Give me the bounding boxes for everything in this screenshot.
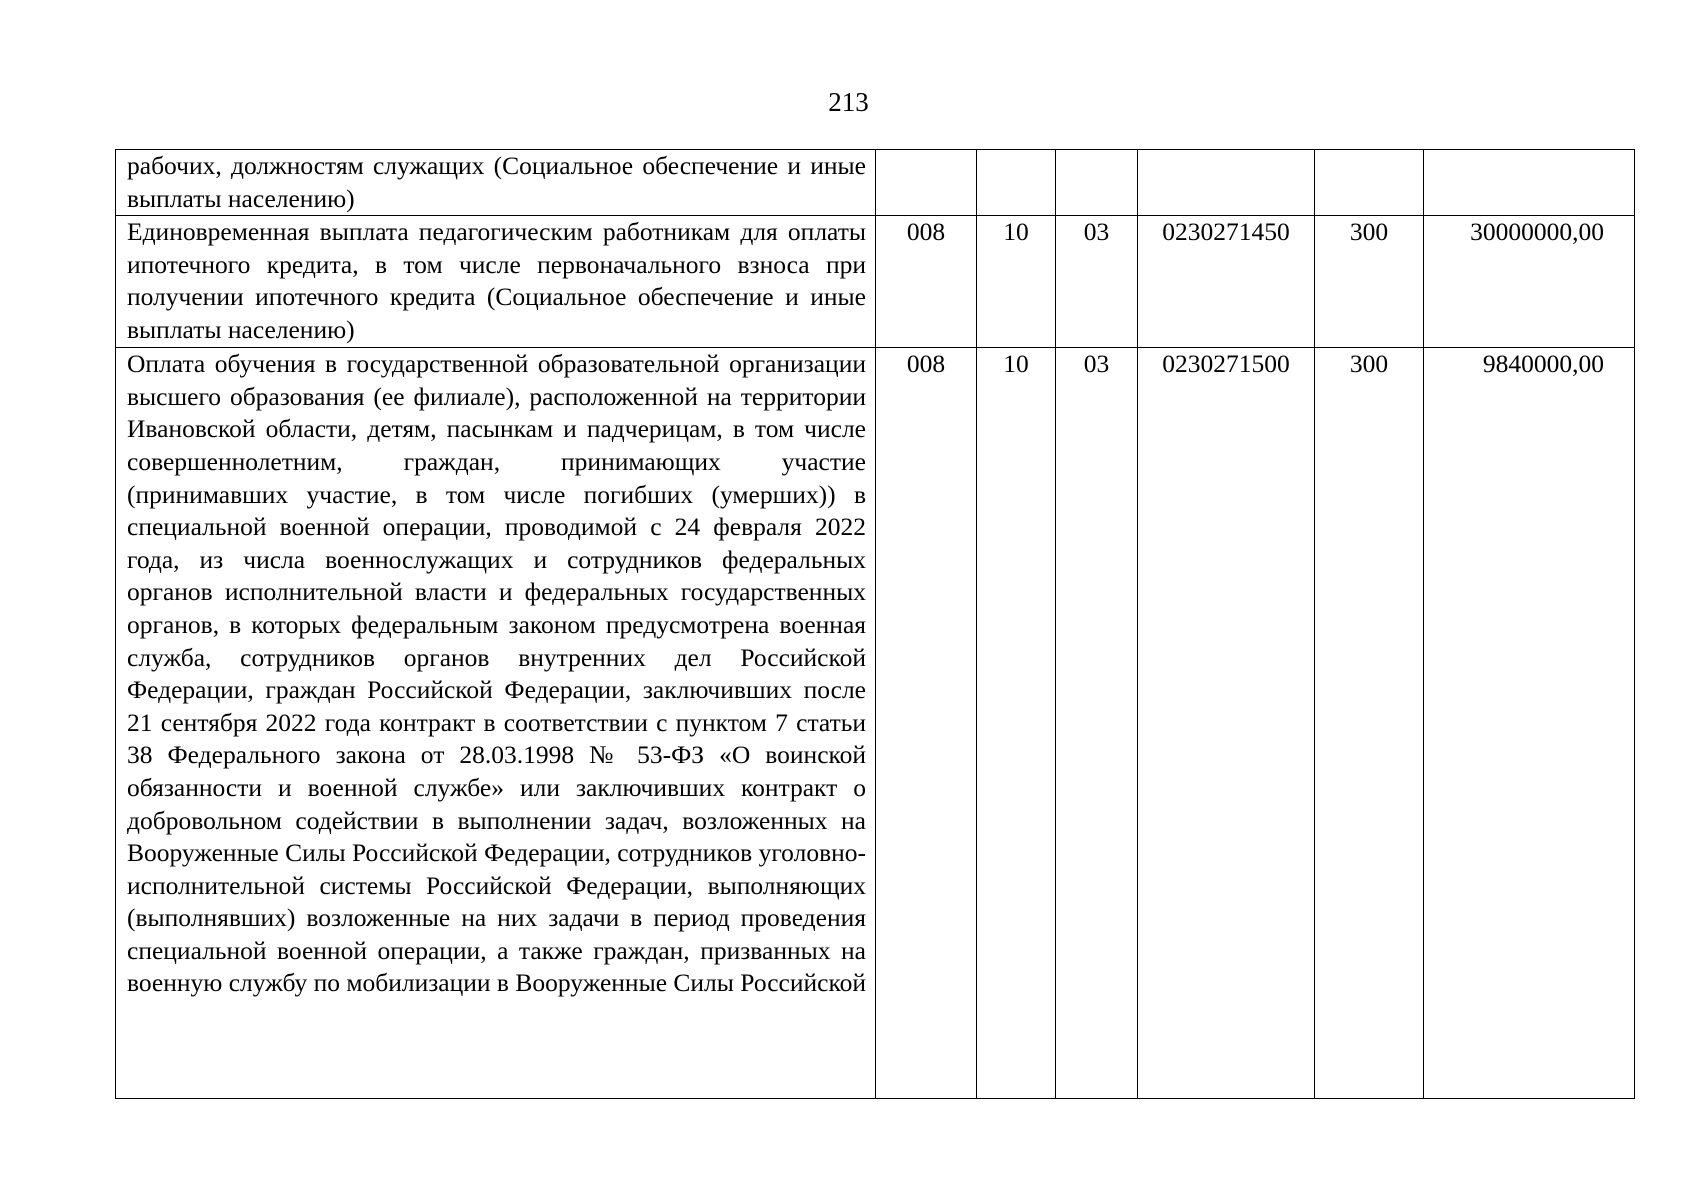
target-article-cell — [1138, 150, 1315, 216]
table-row — [116, 150, 1635, 216]
table-row — [116, 348, 1635, 1099]
expense-type-cell — [1315, 150, 1424, 216]
amount-cell — [1424, 150, 1635, 216]
expense-type-cell: 300 — [1315, 216, 1424, 348]
subsection-code-cell: 03 — [1056, 348, 1138, 1099]
target-article-cell: 0230271450 — [1138, 216, 1315, 348]
ministry-code-cell: 008 — [876, 348, 977, 1099]
section-code-cell — [977, 150, 1056, 216]
ministry-code-cell — [876, 150, 977, 216]
expense-type-cell: 300 — [1315, 348, 1424, 1099]
target-article-cell: 0230271500 — [1138, 348, 1315, 1099]
ministry-code-cell: 008 — [876, 216, 977, 348]
section-code-cell: 10 — [977, 216, 1056, 348]
subsection-code-cell — [1056, 150, 1138, 216]
table-row — [116, 216, 1635, 348]
row-description: рабочих, должностям служащих (Социальное обеспечение и иные выплаты населению) — [116, 150, 876, 216]
section-code-cell: 10 — [977, 348, 1056, 1099]
amount-cell: 9840000,00 — [1424, 348, 1635, 1099]
amount-cell: 30000000,00 — [1424, 216, 1635, 348]
page-number: 213 — [828, 87, 869, 117]
row-description: Оплата обучения в государственной образовательной организации высшего образования (ее филиале), расположенной на территории Ивановской области, детям, пасынкам и падчерицам, в том числе совершеннолетним, граждан, принимающих участие (принимавших участие, в том числе погибших (умерших)) в специальной военной операции, проводимой с 24 февраля 2022 года, из числа военнослужащих и сотрудников федеральных органов исполнительной власти и федеральных государственных органов, в которых федеральным законом предусмотрена военная служба, сотрудников органов внутренних дел Российской Федерации, граждан Российской Федерации, заключивших после 21 сентября 2022 года контракт в соответствии с пунктом 7 статьи 38 Федерального закона от 28.03.1998 № 53-ФЗ «О воинской обязанности и военной службе» или заключивших контракт о добровольном содействии в выполнении задач, возложенных на Вооруженные Силы Российской Федерации, сотрудников уголовно-исполнительной системы Российской Федерации, выполняющих (выполнявших) возложенные на них задачи в период проведения специальной военной операции, а также граждан, призванных на военную службу по мобилизации в Вооруженные Силы Российской — [116, 348, 876, 1099]
row-description: Единовременная выплата педагогическим работникам для оплаты ипотечного кредита, в том числе первоначального взноса при получении ипотечного кредита (Социальное обеспечение и иные выплаты населению) — [116, 216, 876, 348]
budget-table — [115, 149, 1635, 1099]
subsection-code-cell: 03 — [1056, 216, 1138, 348]
